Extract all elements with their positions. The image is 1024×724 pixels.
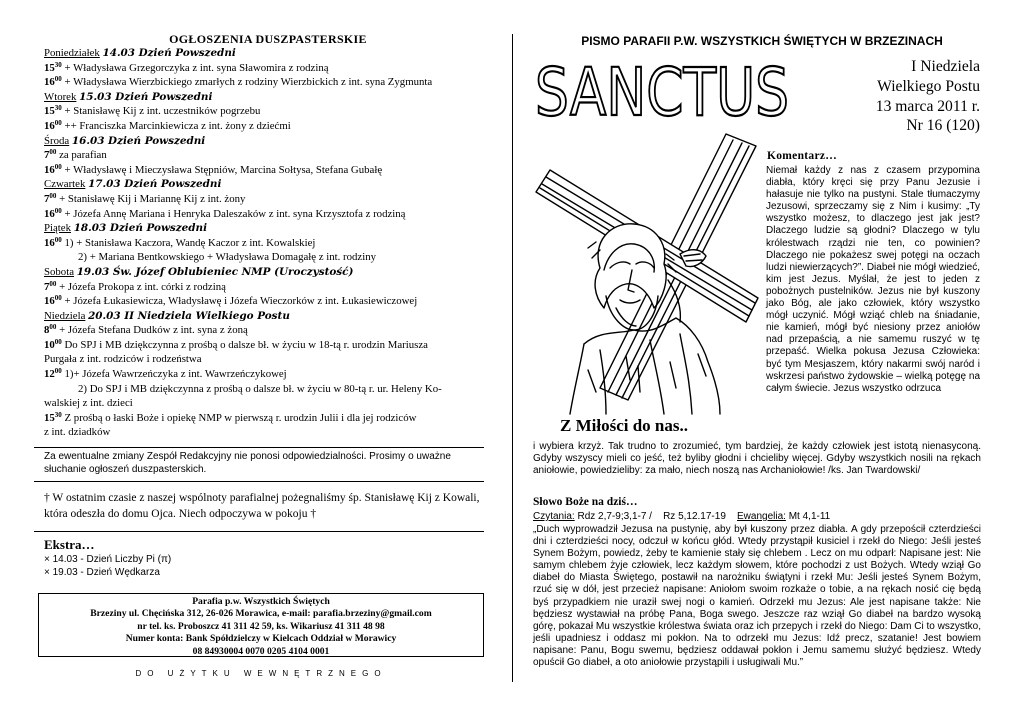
mass-intention: + Józefa Annę Mariana i Henryka Daleszaków z int. syna Krzysztofa z rodziną [61,207,406,220]
internal-use-label: DO UŻYTKU WEWNĘTRZNEGO [135,669,387,678]
divider-line [34,481,484,482]
mass-entry [44,207,492,222]
contact-line: nr tel. ks. Proboszcz 41 311 42 59, ks. Wikariusz 41 311 48 98 [137,620,385,632]
mass-intention: + Władysława Wierzbickiego zmarłych z rodziny Wierzbickich z int. syna Zygmunta [61,76,433,89]
mass-hour: 16 [44,119,55,132]
day-name: Wtorek [44,90,77,103]
day-name: Czwartek [44,178,86,191]
mass-hour: 8 [44,324,50,337]
mass-minutes: 30 [54,104,62,113]
z-milosci-title: Z Miłości do nas.. [560,416,688,435]
day-name: Piątek [44,222,71,235]
mass-intention: 2) + Mariana Bentkowskiego + Władysława Domagałę z int. rodziny [78,251,377,264]
mass-minutes: 00 [54,367,62,376]
mass-intention: + Józefa Stefana Dudków z int. syna z żoną [56,324,248,337]
editorial-notice: Za ewentualne zmiany Zespół Redakcyjny nie ponosi odpowiedzialności. Prosimy o uważne słuchanie ogłoszeń duszpasterskich. [44,451,451,475]
mass-entry [44,61,492,76]
mass-minutes: 00 [49,191,57,200]
sanctus-logo [533,54,793,131]
contact-line: 08 84930004 0070 0205 4104 0001 [192,645,330,657]
issue-line: 13 marca 2011 r. [875,97,980,115]
mass-hour: 16 [44,236,55,249]
ekstra-item: × 19.03 - Dzień Wędkarza [44,566,160,578]
mass-intention: + Władysławę i Mieczysława Stępniów, Marcina Sołtysa, Stefana Gubałę [61,163,383,176]
mass-minutes: 00 [54,206,62,215]
mass-minutes: 00 [49,148,57,157]
mass-minutes: 00 [54,162,62,171]
mass-hour: 15 [44,105,55,118]
mass-intention: 2) Do SPJ i MB dziękczynna z prośbą o dalsze bł. w życiu w 80-tą r. ur. Heleny Ko- [78,382,442,395]
mass-intention: Purgała z int. rodziców i rodzeństwa [44,353,202,366]
mass-intention: z int. dziadków [44,426,111,439]
day-name: Poniedziałek [44,47,100,59]
mass-entry [44,338,492,353]
mass-intention: + Stanisławę Kij i Mariannę Kij z int. żony [56,192,246,205]
contact-line: Numer konta: Bank Spółdzielczy w Kielcach Oddział w Morawicy [125,633,397,645]
day-heading [44,90,492,105]
mass-hour: 7 [44,280,50,293]
gospel-label: Ewangelia: [737,511,786,522]
mass-hour: 10 [44,338,55,351]
mass-intention: walskiej z int. dzieci [44,397,133,410]
feast-name: 16.03 Dzień Powszedni [71,134,206,147]
mass-entry [44,323,492,338]
day-heading [44,134,492,149]
mass-intention: za parafian [56,149,107,162]
mass-hour: 16 [44,207,55,220]
mass-minutes: 00 [54,235,62,244]
slowo-boze-title: Słowo Boże na dziś… [533,496,638,508]
gospel-text: „Duch wyprowadził Jezusa na pustynię, aby był kuszony przez diabła. A gdy przepościł czterdzieści dni i czterdzieści nocy, odczuł w końcu głód. Wtedy przystąpił kusiciel i rzekł do Niego: Jeśli jesteś Synem Bożym, powiedz, żeby te kamienie stały się chlebem . Lecz on mu odparł: Napisane jest: Nie samym chlebem żyje człowiek, lecz każdym słowem, które pochodzi z ust Bożych. Wtedy wziął Go diabeł do Miasta Świętego, postawił na narożniku świątyni i rzekł Mu: Jeśli jesteś Synem Bożym, rzuć się w dół, jest przecież napisane: Aniołom swoim rozkaże o tobie, a na rękach nosić cię będą byś przypadkiem nie uraził swej nogi o kamień. Odrzekł mu Jezus: Ale jest napisane także: Nie będziesz wystawiał na próbę Pana, Boga swego. Jeszcze raz wziął Go diabeł na bardzo wysoką górę, pokazał Mu wszystkie królestwa świata oraz ich przepych i rzekł do Niego: Dam Ci to wszystko, jeśli upadniesz i oddasz mi pokłon. Na to odrzekł mu Jezus: Idź precz, szatanie! Jest bowiem napisane: Panu, Bogu swemu, będziesz oddawał pokłon i Jemu samemu służyć będziesz. Wtedy opuścił Go diabeł, a oto aniołowie przystąpili i usługiwali Mu.” [533,524,981,669]
mass-minutes: 00 [49,323,57,332]
mass-entry [44,367,492,382]
mass-entry [44,352,492,367]
mass-hour: 7 [44,149,50,162]
mass-intention: Do SPJ i MB dziękczynna z prośbą o dalsze bł. w życiu w 18-tą r. urodzin Mariusza [61,338,428,351]
mass-hour: 12 [44,368,55,381]
komentarz-title: Komentarz… [767,150,838,162]
readings-refs: Rdz 2,7-9;3,1-7 / Rz 5,12.17-19 [577,511,726,522]
feast-name: 19.03 Św. Józef Oblubieniec NMP (Uroczystość) [76,265,354,278]
mass-intention: + Józefa Łukasiewicza, Władysławę i Józefa Wieczorków z int. Łukasiewiczowej [61,295,418,308]
feast-name: 18.03 Dzień Powszedni [73,222,208,235]
day-heading [44,221,492,236]
mass-entry [44,425,492,440]
issue-line: Nr 16 (120) [906,117,980,135]
feast-name: 17.03 Dzień Powszedni [88,178,222,191]
svg-text:SANCTUS: SANCTUS [535,54,789,131]
mass-entry [44,119,492,134]
mass-entry [44,396,492,411]
mass-entry [44,294,492,309]
mass-entry [44,411,492,426]
issue-info [800,57,980,136]
divider-line [34,531,484,532]
mass-minutes: 30 [54,60,62,69]
jesus-with-cross-illustration [530,130,764,415]
mass-intention: + Władysława Grzegorczyka z int. syna Sławomira z rodziną [61,61,329,74]
day-name: Środa [44,134,70,147]
mass-entry [44,192,492,207]
contact-line: Brzeziny ul. Chęcińska 312, 26-026 Morawica, e-mail: parafia.brzeziny@gmail.com [90,608,432,620]
mass-entry [44,163,492,178]
parish-contact-box [38,593,484,657]
day-name: Niedziela [44,309,86,322]
mass-entry [44,236,492,251]
mass-minutes: 00 [54,75,62,84]
feast-name: 14.03 Dzień Powszedni [102,47,236,59]
readings-line [533,511,830,522]
day-name: Sobota [44,265,74,278]
obituary-note: † W ostatnim czasie z naszej wspólnoty parafialnej pożegnaliśmy śp. Stanisławę Kij z Kowali, która odeszła do domu Ojca. Niech odpoczywa w pokoju † [44,492,480,520]
mass-hour: 7 [44,192,50,205]
mass-hour: 16 [44,295,55,308]
mass-intention: + Józefa Prokopa z int. córki z rodziną [56,280,226,293]
mass-entry [44,250,492,265]
mass-intention: 1)+ Józefa Wawrzeńczyka z int. Wawrzeńczykowej [61,368,287,381]
mass-intention: Z prośbą o łaski Boże i opiekę NMP w pierwszą r. urodzin Julii i dla jej rodziców [61,411,417,424]
mass-minutes: 00 [54,294,62,303]
mass-entry [44,148,492,163]
mass-minutes: 00 [54,118,62,127]
feast-name: 15.03 Dzień Powszedni [79,90,213,103]
mass-entry [44,280,492,295]
mass-minutes: 00 [54,337,62,346]
day-heading [44,309,492,324]
mass-minutes: 00 [49,279,57,288]
announcements-column [44,32,492,440]
mass-intention: ++ Franciszka Marcinkiewicza z int. żony z dziećmi [61,119,291,132]
ekstra-section [44,537,344,579]
mass-hour: 15 [44,411,55,424]
issue-line: Wielkiego Postu [877,77,980,95]
mass-entry [44,104,492,119]
contact-line: Parafia p.w. Wszystkich Świętych [192,596,330,607]
gospel-ref: Mt 4,1-11 [788,511,831,522]
day-heading [44,265,492,280]
divider-line [34,447,484,448]
mass-entry [44,75,492,90]
feast-name: 20.03 II Niedziela Wielkiego Postu [88,309,290,322]
mass-intention: 1) + Stanisława Kaczora, Wandę Kaczor z int. Kowalskiej [61,236,316,249]
day-heading [44,177,492,192]
announcements-title: OGŁOSZENIA DUSZPASTERSKIE [169,32,367,46]
newsletter-header: PISMO PARAFII P.W. WSZYSTKICH ŚWIĘTYCH W BRZEZINACH [581,34,943,48]
mass-hour: 16 [44,163,55,176]
ekstra-item: × 14.03 - Dzień Liczby Pi (π) [44,554,172,565]
mass-hour: 15 [44,61,55,74]
mass-entry [44,382,492,397]
mass-schedule [44,46,492,440]
mass-minutes: 30 [54,410,62,419]
readings-label: Czytania: [533,511,575,522]
column-divider [512,34,513,682]
komentarz-text: Niemał każdy z nas z czasem przypomina diabła, który kręci się przy Panu Jezusie i hałasuje nie tylko na pustyni. Stale tłumaczymy Jezusowi, sprzeczamy się z Nim i kusimy: „Ty wszystko możesz, to dlaczego jest jak jest? Dlaczego ludzie są głodni? Dlaczego w tylu królestwach rządzi nie ten, co powinien? Dlaczego nie pokażesz swej potęgi na oczach ludzi niewierzących?”. Diabeł nie mógł wiedzieć, kim jest Jezus. Myślał, że jest to jeden z pobożnych pustelników. Jezus nie był kuszony jako Bóg, ale jako człowiek, który wszystko mógł uczynić. Mógł wziąć chleb na śniadanie, nie kamień, mógł być niesiony przez aniołów nad przepaścią, a nie samemu ruszyć w tę przepaść. Wielka pokusa Jezusa Człowieka: być tym Mesjaszem, który nakarmi swój naród i wskrzesi państwo żydowskie – wielką potęgę na całym świecie. Jezus wszystko odrzuca [766,165,980,394]
mass-intention: + Stanisławę Kij z int. uczestników pogrzebu [61,105,261,118]
issue-line: I Niedziela [911,58,980,75]
ekstra-title: Ekstra… [44,537,95,552]
day-heading [44,46,492,61]
komentarz-continuation: i wybiera krzyż. Tak trudno to zrozumieć, tym bardziej, że każdy człowiek jest istotą nienasyconą. Gdyby wszyscy mieli co jeść, też byliby głodni i chcieliby więcej. Gdyby wszystkich nosili na rękach aniołowie, powiedzieliby: za mało, niech noszą nas Archaniołowie! /ks. Jan Twardowski/ [533,441,981,477]
mass-hour: 16 [44,76,55,89]
